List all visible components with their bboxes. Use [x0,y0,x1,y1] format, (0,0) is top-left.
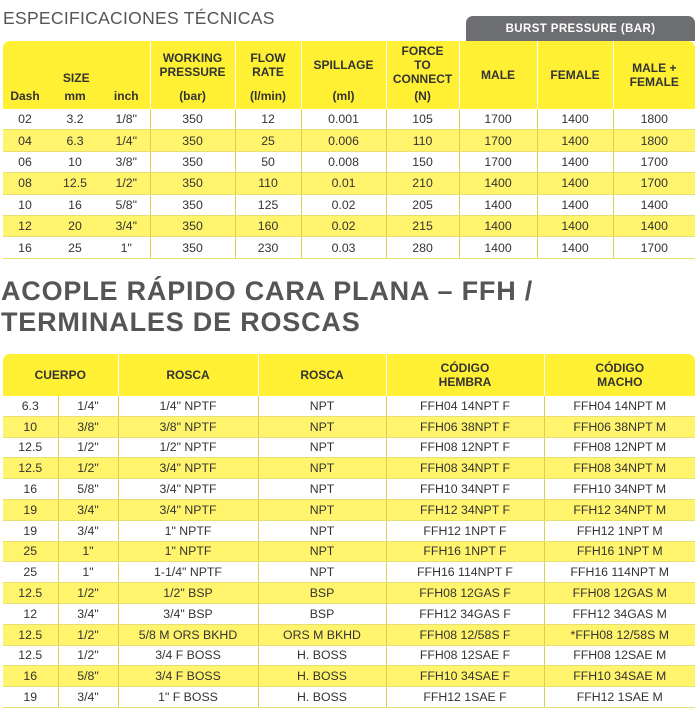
table-cell: 350 [150,237,235,258]
table-cell: NPT [258,499,386,520]
table-cell: 1/4" [103,130,150,151]
table-cell: FFH06 38NPT M [544,416,695,437]
table-cell: 19 [3,520,58,541]
table-cell: FFH16 1NPT M [544,541,695,562]
table-cell: 16 [3,479,58,500]
table-row [3,666,695,687]
table-cell: 3/4" [58,499,118,520]
table-cell: 1400 [459,194,537,215]
table-cell: 350 [150,173,235,194]
table-cell: 25 [3,541,58,562]
table-cell: 150 [386,151,459,172]
table-row [3,416,695,437]
table-cell: 3/4" [103,215,150,236]
table-cell: 1400 [613,194,695,215]
table-cell: FFH04 14NPT F [386,396,544,416]
table-cell: 1/2" [103,173,150,194]
table-cell: 0.006 [301,130,386,151]
table-cell: FFH08 12SAE F [386,645,544,666]
col-male-female: MALE + FEMALE [613,41,695,109]
table-cell: 230 [235,237,301,258]
table-cell: 215 [386,215,459,236]
table-cell: FFH12 34NPT M [544,499,695,520]
table-cell: 1400 [537,215,613,236]
table-cell: 16 [3,666,58,687]
table-cell: 1/4" NPTF [118,396,258,416]
table-row [3,109,695,130]
table-cell: FFH06 38NPT F [386,416,544,437]
table-row [3,499,695,520]
table-cell: 16 [3,237,47,258]
table-cell: 12 [3,603,58,624]
table-row [3,687,695,708]
table-cell: 1400 [537,109,613,130]
table-row [3,215,695,236]
col-codigo-hembra: CÓDIGO HEMBRA [386,354,544,396]
table-cell: 110 [235,173,301,194]
table-row [3,624,695,645]
table-cell: 1-1/4" NPTF [118,562,258,583]
table-cell: 1/2" BSP [118,583,258,604]
table-cell: 1700 [459,151,537,172]
table-cell: 20 [47,215,103,236]
table-cell: 5/8" [58,666,118,687]
table-row [3,520,695,541]
table-row [3,479,695,500]
table-row [3,583,695,604]
table-cell: 3/4" NPTF [118,499,258,520]
subcol-bar: (bar) [150,89,235,109]
table-cell: FFH04 14NPT M [544,396,695,416]
table-cell: FFH10 34NPT F [386,479,544,500]
table-cell: 1400 [459,237,537,258]
table-cell: 1/2" [58,458,118,479]
acople-table [3,354,695,708]
table-cell: 110 [386,130,459,151]
table-cell: 1/8" [103,109,150,130]
table-cell: 1800 [613,130,695,151]
acople-title-line1: ACOPLE RÁPIDO CARA PLANA – FFH / [1,276,534,306]
table-cell: 08 [3,173,47,194]
table-row [3,562,695,583]
table-cell: 0.01 [301,173,386,194]
table-cell: 12.5 [3,458,58,479]
table-cell: FFH08 12GAS F [386,583,544,604]
table-row [3,645,695,666]
table-cell: 04 [3,130,47,151]
table-cell: NPT [258,396,386,416]
table-cell: 10 [3,194,47,215]
col-working-pressure: WORKING PRESSURE [150,41,235,89]
table-cell: 12.5 [3,583,58,604]
table-cell: 1400 [613,215,695,236]
specs-title: ESPECIFICACIONES TÉCNICAS [3,8,275,28]
table-cell: 12 [3,215,47,236]
table-row [3,237,695,258]
table-cell: 1/2" [58,645,118,666]
table-cell: 1400 [537,130,613,151]
table-cell: 02 [3,109,47,130]
table-cell: 12.5 [3,645,58,666]
table-cell: FFH12 34GAS F [386,603,544,624]
table-row [3,173,695,194]
table-cell: 125 [235,194,301,215]
table-cell: 3/4 F BOSS [118,666,258,687]
table-cell: 1700 [613,173,695,194]
specs-table-body [3,109,695,258]
table-cell: 3/4" BSP [118,603,258,624]
table-cell: 3/4" [58,520,118,541]
table-cell: 160 [235,215,301,236]
table-cell: 6.3 [3,396,58,416]
table-cell: 3/4" NPTF [118,458,258,479]
col-spillage: SPILLAGE [301,41,386,89]
table-cell: 350 [150,130,235,151]
table-cell: 1/2" [58,437,118,458]
table-cell: 1400 [459,173,537,194]
table-cell: 350 [150,109,235,130]
col-male: MALE [459,41,537,109]
table-row [3,603,695,624]
table-cell: 25 [3,562,58,583]
acople-table-body [3,396,695,707]
table-cell: 3/8" [58,416,118,437]
subcol-ml: (ml) [301,89,386,109]
table-cell: 1" NPTF [118,541,258,562]
table-cell: FFH10 34SAE M [544,666,695,687]
table-cell: 25 [47,237,103,258]
table-cell: 1700 [613,151,695,172]
table-cell: 25 [235,130,301,151]
col-flow-rate: FLOW RATE [235,41,301,89]
subcol-mm: mm [47,89,103,109]
table-cell: FFH12 1NPT F [386,520,544,541]
table-cell: H. BOSS [258,687,386,708]
table-cell: 0.03 [301,237,386,258]
table-row [3,541,695,562]
col-rosca-2: ROSCA [258,354,386,396]
table-cell: 1700 [459,109,537,130]
table-cell: 10 [3,416,58,437]
table-cell: 3/4" [58,687,118,708]
subcol-lmin: (l/min) [235,89,301,109]
table-row [3,396,695,416]
table-cell: 1400 [537,194,613,215]
table-cell: 3/4 F BOSS [118,645,258,666]
table-cell: 1/2" NPTF [118,437,258,458]
table-cell: BSP [258,583,386,604]
table-cell: 19 [3,687,58,708]
acople-title-line2: TERMINALES DE ROSCAS [1,307,361,337]
table-cell: FFH16 1NPT F [386,541,544,562]
table-cell: 3/8" NPTF [118,416,258,437]
table-cell: NPT [258,458,386,479]
table-cell: 0.02 [301,215,386,236]
acople-title [1,276,533,338]
table-cell: 12.5 [3,437,58,458]
table-cell: NPT [258,479,386,500]
table-cell: 1400 [537,237,613,258]
table-cell: 12 [235,109,301,130]
table-cell: FFH10 34NPT M [544,479,695,500]
subcol-dash: Dash [3,89,47,109]
table-cell: 1800 [613,109,695,130]
col-female: FEMALE [537,41,613,109]
table-cell: 0.02 [301,194,386,215]
table-cell: 350 [150,215,235,236]
table-cell: 5/8 M ORS BKHD [118,624,258,645]
table-cell: 50 [235,151,301,172]
table-cell: 1" [103,237,150,258]
table-cell: *FFH08 12/58S M [544,624,695,645]
table-cell: NPT [258,520,386,541]
table-cell: FFH10 34SAE F [386,666,544,687]
col-force-to-connect: FORCE TO CONNECT [386,41,459,89]
table-row [3,194,695,215]
table-cell: FFH08 12SAE M [544,645,695,666]
col-codigo-macho: CÓDIGO MACHO [544,354,695,396]
table-cell: 1/4" [58,396,118,416]
table-cell: 0.001 [301,109,386,130]
subcol-n: (N) [386,89,459,109]
table-cell: FFH08 34NPT M [544,458,695,479]
col-cuerpo: CUERPO [3,354,118,396]
burst-pressure-header: BURST PRESSURE (BAR) [466,16,695,41]
table-cell: FFH12 1NPT M [544,520,695,541]
table-cell: 3.2 [47,109,103,130]
table-cell: NPT [258,562,386,583]
table-cell: FFH08 12NPT F [386,437,544,458]
table-cell: 1" F BOSS [118,687,258,708]
table-cell: 280 [386,237,459,258]
table-cell: FFH08 12/58S F [386,624,544,645]
table-cell: 19 [3,499,58,520]
table-cell: FFH16 114NPT F [386,562,544,583]
table-row [3,437,695,458]
table-cell: H. BOSS [258,645,386,666]
table-cell: FFH08 12GAS M [544,583,695,604]
table-cell: FFH08 12NPT M [544,437,695,458]
table-cell: 105 [386,109,459,130]
table-cell: BSP [258,603,386,624]
table-cell: 06 [3,151,47,172]
table-cell: FFH12 34GAS M [544,603,695,624]
table-cell: NPT [258,416,386,437]
table-cell: 3/8" [103,151,150,172]
table-cell: 1700 [459,130,537,151]
table-cell: 1400 [537,151,613,172]
table-cell: 3/4" NPTF [118,479,258,500]
table-cell: H. BOSS [258,666,386,687]
table-cell: 3/4" [58,603,118,624]
col-size: SIZE [3,41,150,89]
table-cell: NPT [258,437,386,458]
table-cell: 210 [386,173,459,194]
table-cell: FFH16 114NPT M [544,562,695,583]
table-cell: 350 [150,151,235,172]
table-cell: 6.3 [47,130,103,151]
table-cell: FFH12 1SAE M [544,687,695,708]
table-cell: NPT [258,541,386,562]
subcol-inch: inch [103,89,150,109]
table-cell: 350 [150,194,235,215]
table-row [3,151,695,172]
specs-table [3,41,695,259]
table-cell: FFH12 34NPT F [386,499,544,520]
table-cell: FFH08 34NPT F [386,458,544,479]
table-cell: 1/2" [58,583,118,604]
table-cell: 0.008 [301,151,386,172]
table-cell: 1400 [459,215,537,236]
table-cell: 12.5 [47,173,103,194]
table-row [3,130,695,151]
table-cell: 1" [58,541,118,562]
table-row [3,458,695,479]
table-cell: 1700 [613,237,695,258]
table-cell: 5/8" [103,194,150,215]
col-rosca-1: ROSCA [118,354,258,396]
table-cell: 16 [47,194,103,215]
table-cell: 205 [386,194,459,215]
table-cell: 5/8" [58,479,118,500]
table-cell: 10 [47,151,103,172]
table-cell: 1" [58,562,118,583]
table-cell: 1400 [537,173,613,194]
table-cell: 1" NPTF [118,520,258,541]
table-cell: FFH12 1SAE F [386,687,544,708]
table-cell: 1/2" [58,624,118,645]
table-cell: ORS M BKHD [258,624,386,645]
table-cell: 12.5 [3,624,58,645]
